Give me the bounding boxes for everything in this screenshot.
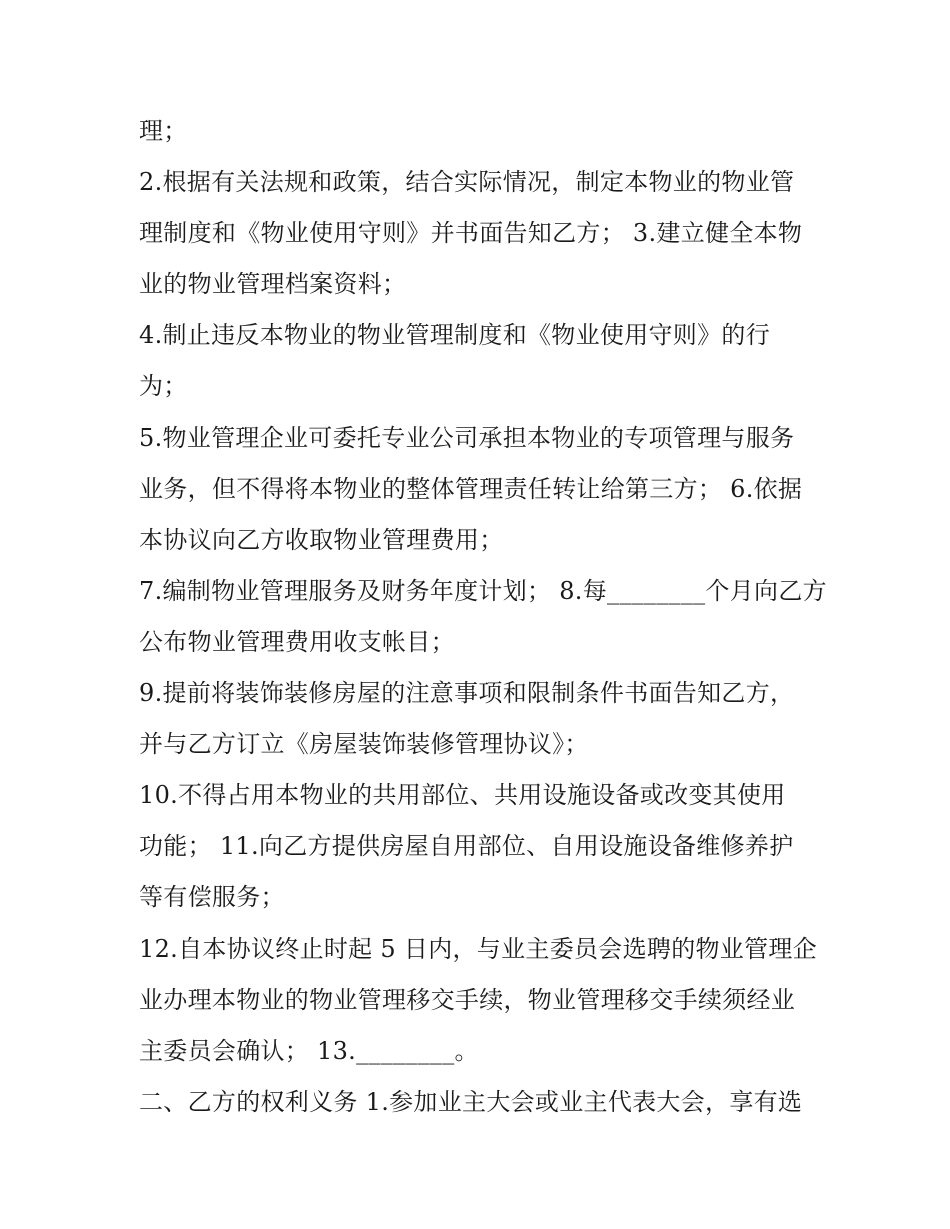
- text-line: 4.制止违反本物业的物业管理制度和《物业使用守则》的行: [139, 321, 770, 350]
- document-body: [139, 106, 827, 1128]
- text-line: 理制度和《物业使用守则》并书面告知乙方； 3.建立健全本物: [139, 219, 803, 248]
- text-line: 5.物业管理企业可委托专业公司承担本物业的专项管理与服务: [139, 423, 795, 452]
- text-line: 2.根据有关法规和政策，结合实际情况，制定本物业的物业管: [139, 168, 795, 197]
- text-line: 并与乙方订立《房屋装饰装修管理协议》；: [139, 730, 589, 759]
- text-line: 业务，但不得将本物业的整体管理责任转让给第三方； 6.依据: [139, 474, 803, 503]
- text-line: 9.提前将装饰装修房屋的注意事项和限制条件书面告知乙方，: [139, 679, 795, 708]
- text-line: 主委员会确认； 13.________。: [139, 1036, 479, 1065]
- text-line: 等有偿服务；: [139, 883, 285, 912]
- text-line: 公布物业管理费用收支帐目；: [139, 627, 455, 656]
- text-line: 功能； 11.向乙方提供房屋自用部位、自用设施设备维修养护: [139, 832, 794, 861]
- text-line: 10.不得占用本物业的共用部位、共用设施设备或改变其使用: [139, 781, 786, 810]
- text-line: 二、乙方的权利义务 1.参加业主大会或业主代表大会，享有选: [139, 1087, 803, 1116]
- text-line: 业的物业管理档案资料；: [139, 270, 407, 299]
- text-line: 业办理本物业的物业管理移交手续，物业管理移交手续须经业: [139, 985, 796, 1014]
- text-line: 理；: [139, 117, 188, 145]
- text-line: 12.自本协议终止时起 5 日内，与业主委员会选聘的物业管理企: [139, 934, 817, 963]
- text-line: 7.编制物业管理服务及财务年度计划； 8.每________个月向乙方: [139, 576, 827, 605]
- text-line: 本协议向乙方收取物业管理费用；: [139, 525, 504, 554]
- text-line: 为；: [139, 372, 188, 401]
